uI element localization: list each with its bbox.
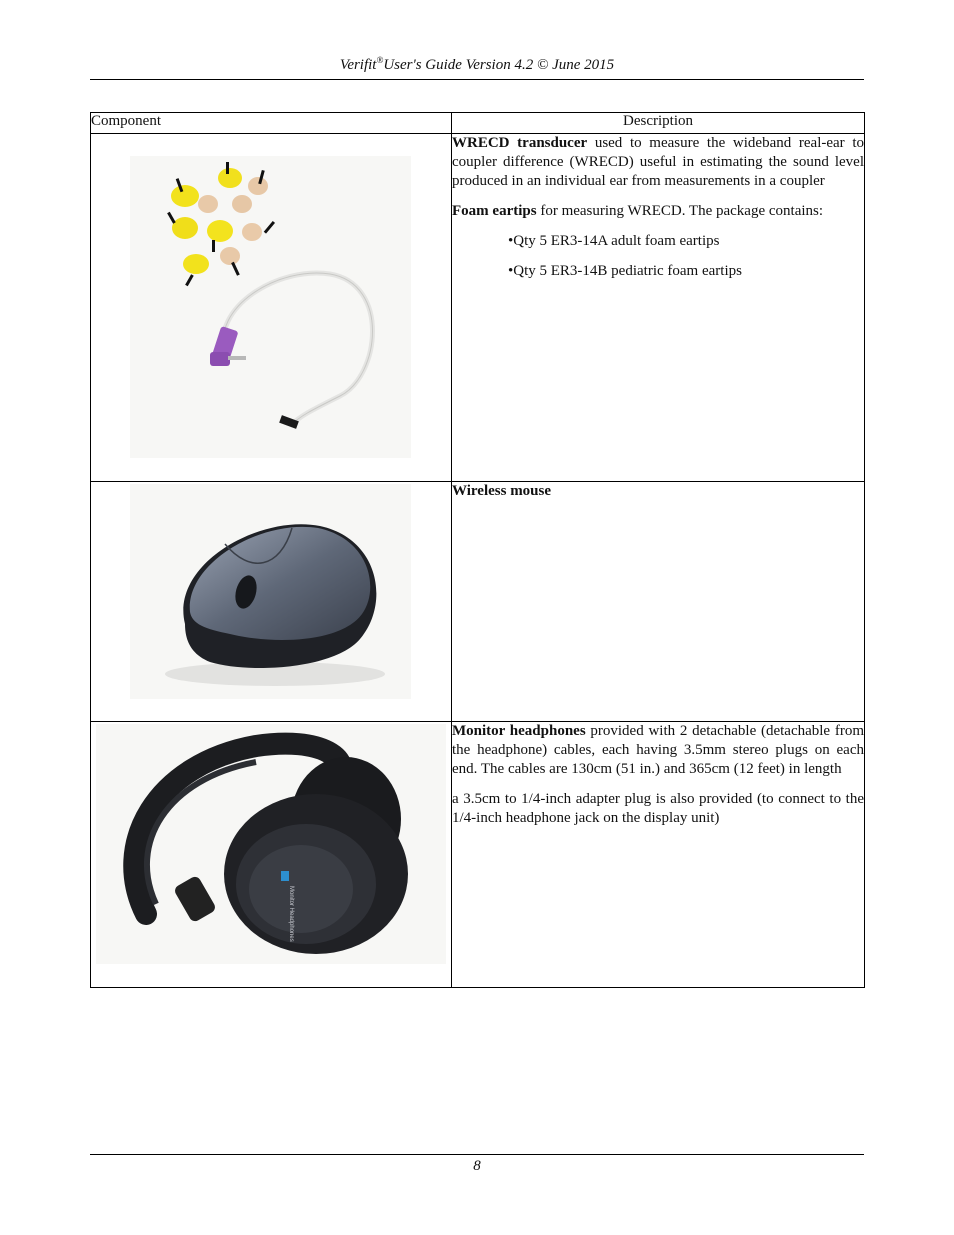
- table-row: [91, 134, 865, 482]
- component-description-cell: [452, 134, 865, 482]
- component-description-cell: [452, 722, 865, 988]
- component-description-cell: [452, 482, 865, 722]
- column-header-description: Description: [452, 113, 865, 134]
- page-number: 8: [473, 1158, 481, 1174]
- component-image-cell: [91, 134, 452, 482]
- component-name: Monitor headphones: [452, 723, 586, 739]
- description-paragraph: [452, 134, 864, 191]
- wireless-mouse-image: [130, 484, 411, 699]
- column-header-component: Component: [91, 113, 452, 134]
- description-paragraph: [452, 482, 864, 501]
- page-header: [90, 55, 864, 80]
- table-row: [91, 722, 865, 988]
- component-name: WRECD transducer: [452, 135, 588, 151]
- table-row: [91, 482, 865, 722]
- description-paragraph: [452, 722, 864, 779]
- description-paragraph: [452, 790, 864, 828]
- footer-rule: [90, 1154, 864, 1155]
- description-text: used to measure the wideband real-ear to coupler difference (WRECD) useful in estimating the sound level produced in an individual ear from measurements in a coupler: [452, 135, 864, 189]
- component-name: Wireless mouse: [452, 483, 552, 499]
- registered-mark: ®: [376, 55, 384, 65]
- description-text: a 3.5cm to 1/4-inch adapter plug is also provided (to connect to the 1/4-inch headphone jack on the display unit): [452, 791, 864, 826]
- wrecd-transducer-image: [130, 156, 411, 458]
- description-paragraph: [452, 202, 864, 221]
- components-table: [90, 112, 865, 988]
- component-image-cell: [91, 722, 452, 988]
- component-image-cell: [91, 482, 452, 722]
- header-title: User's Guide Version 4.2 © June 2015: [383, 57, 615, 73]
- table-header-row: [91, 113, 865, 134]
- component-name: Foam eartips: [452, 203, 537, 219]
- monitor-headphones-image: [96, 724, 446, 964]
- description-text: for measuring WRECD. The package contains:: [536, 203, 824, 219]
- bullet-item: •Qty 5 ER3-14A adult foam eartips: [508, 233, 720, 249]
- description-text: provided with 2 detachable (detachable from the headphone) cables, each having 3.5mm stereo plugs on each end. The cables are 130cm (51 in.) and 365cm (12 feet) in length: [452, 723, 864, 777]
- headphone-logo-text: Monitor Headphones: [288, 886, 294, 942]
- header-brand: Verifit: [339, 57, 377, 73]
- bullet-item: •Qty 5 ER3-14B pediatric foam eartips: [508, 263, 742, 279]
